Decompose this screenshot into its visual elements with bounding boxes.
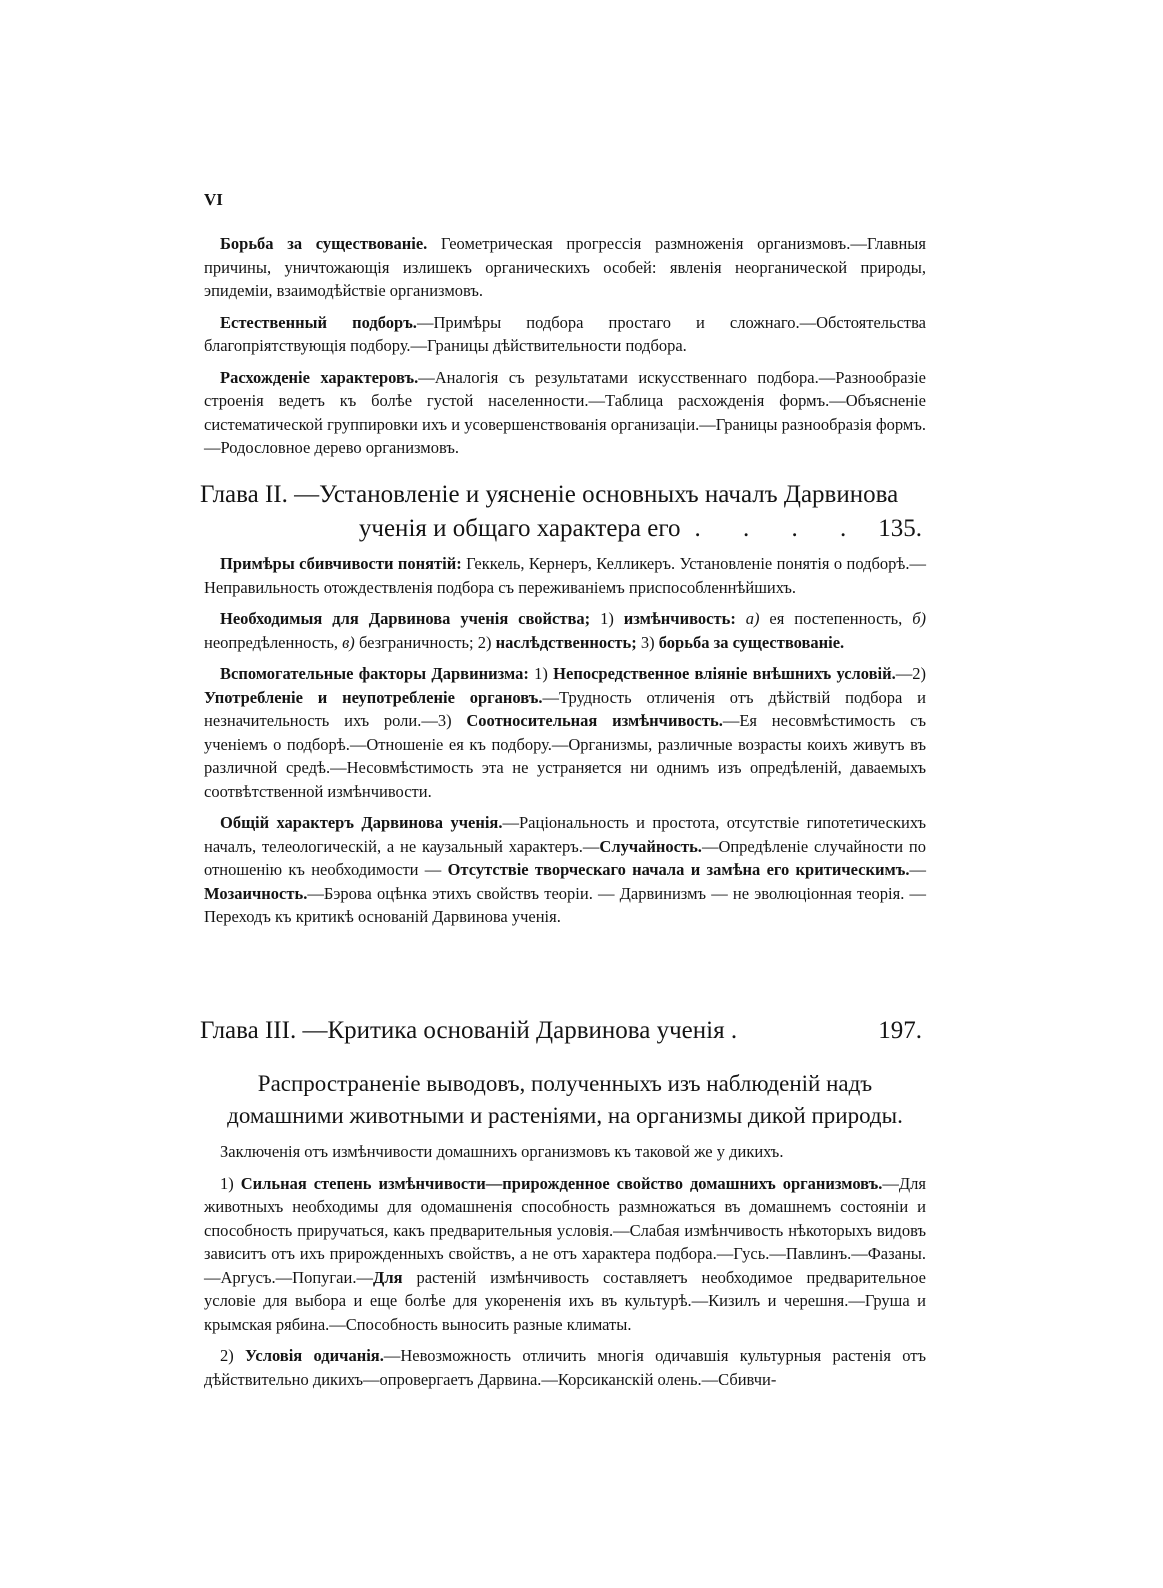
paragraph-head: Необходимыя для Дарвинова ученія свойства; [220,609,591,628]
text-run: 3) [636,632,659,652]
paragraph-text: —Примѣры подбора простаго и сложнаго.—Обстоятельства благопріятствующія подбору.—Границы дѣйствительности подбора. [204,312,926,355]
chapter2-summary [204,552,926,929]
text-run-bold: Случайность. [599,836,702,856]
text-run-bold: Употребленіе и неупотребленіе органовъ. [204,687,543,707]
paragraph-feralization [204,1344,926,1391]
chapter3-title-row [200,1014,922,1048]
chapter1-summary [204,232,926,460]
paragraph-head: Общій характеръ Дарвинова ученія. [220,813,503,832]
text-run-italic: б) [912,609,927,628]
text-run: растеній измѣнчивость составляетъ необходимое предварительное условіе для выбора и еще болѣе для укорененія ихъ въ культурѣ.—Кизилъ и черешня.—Груша и крымская рябина.—Способность выносить разные климаты. [204,1267,926,1334]
chapter3-title [200,1014,737,1048]
paragraph-variability [204,1172,926,1337]
chapter-label: Глава II. [200,481,288,508]
text-run: ея постепенность, [759,609,913,628]
text-run-bold: измѣнчивость: [623,609,736,628]
paragraph-text: Геккель, Кернеръ, Келликеръ. Установленіе понятія о подборѣ.—Неправильность отождествленія подбора съ переживаніемъ приспособленнѣйшихъ. [204,554,926,597]
paragraph-properties [204,607,926,654]
paragraph-divergence [204,366,926,460]
text-run: —Для животныхъ необходимы для одомашненія способность размножаться въ домашнемъ состояніи и способность приручаться, какъ предварительныя условія.—Слабая измѣнчивость нѣкоторыхъ видовъ зависитъ отъ ихъ прирожденныхъ свойствъ, а не отъ характера подбора.—Гусь.—Павлинъ.—Фазаны.—Аргусъ.—Попугаи.— [204,1173,927,1287]
paragraph-head: Расхожденіе характеровъ. [220,367,419,387]
item-number: 2) [220,1346,246,1365]
text-run: —Бэрова оцѣнка этихъ свойствъ теоріи. — Дарвинизмъ — не эволюціонная теорія. — Переходъ къ критикѣ основаній Дарвинова ученія. [204,883,926,926]
text-run: 1) [590,609,624,628]
text-run: 1) [528,664,554,683]
chapter2-title-line2 [200,512,922,546]
leader-dots: . . . . [694,515,865,542]
chapter-title: —Критика основаній Дарвинова ученія [302,1017,725,1044]
paragraph-head: Вспомогательные факторы Дарвинизма: [220,664,529,683]
text-run: —Трудность отличенія отъ дѣйствій подбора и незначительность ихъ роли.—3) [204,687,926,730]
text-run: —2) [895,664,926,683]
chapter-label: Глава III. [200,1017,297,1044]
text-run: —Невозможность отличить многія одичавшія культурныя растенія отъ дѣйствительно дикихъ—опровергаетъ Дарвина.—Корсиканскій олень.—Сбивчи- [204,1346,927,1389]
paragraph-head: Сильная степень измѣнчивости—прирожденное свойство домашнихъ организмовъ. [240,1173,883,1193]
chapter-title-cont: ученія и общаго характера его [358,515,681,542]
paragraph-text: —Аналогія съ результатами искусственнаго подбора.—Разнообразіе строенія ведетъ къ болѣе густой населенности.—Таблица расхожденія формъ.—Объясненіе систематической группировки ихъ и усовершенствованія организаціи.—Границы разнообразія формъ.—Родословное дерево организмовъ. [204,367,926,457]
text-run-italic: а) [735,609,760,628]
text-run: неопредѣленность, [204,632,343,652]
chapter3-subheading: Распространеніе выводовъ, полученныхъ изъ наблюденій надъ домашними животными и растеніями, на организмы дикой природы. [227,1071,903,1128]
text-run-bold: Соотносительная измѣнчивость. [466,711,723,730]
paragraph-text: Геометрическая прогрессія размноженія организмовъ.—Главныя причины, уничтожающія излишекъ органическихъ особей: явленія неорганической природы, эпидеміи, взаимодѣйствіе организмовъ. [204,234,926,300]
text-run-italic: в) [342,632,355,652]
leader-dot: . [730,1017,738,1044]
paragraph-head: Условія одичанія. [245,1346,384,1365]
chapter-title: —Установленіе и уясненіе основныхъ началъ Дарвинова [294,481,899,508]
paragraph-conclusions: Заключенія отъ измѣнчивости домашнихъ организмовъ къ таковой же у дикихъ. [220,1142,784,1161]
text-run: — [909,860,926,879]
paragraph-struggle [204,232,926,303]
text-run-bold: борьба за существованіе. [658,632,845,652]
text-run-bold: наслѣдственность; [495,632,637,652]
text-run: —Раціональность и простота, отсутствіе гипотетическихъ началъ, телеологическій, а не каузальный характеръ.— [204,813,926,856]
chapter-page-number: 135. [878,515,922,542]
chapter2-heading [200,478,922,546]
text-run-bold: Мозаичность. [204,883,308,903]
text-run: безграничность; 2) [354,632,496,652]
chapter2-title-line1 [200,478,922,512]
paragraph-general-character [204,811,926,929]
text-run-bold: Для [372,1267,403,1287]
paragraph-head: Борьба за существованіе. [220,234,428,253]
paragraph-head: Естественный подборъ. [220,312,417,332]
paragraph-head: Примѣры сбивчивости понятій: [220,554,462,573]
text-run-bold: Непосредственное вліяніе внѣшнихъ условій. [553,664,896,683]
page-number: VI [204,190,223,209]
text-run: —Опредѣленіе случайности по отношенію къ необходимости — [204,836,926,879]
chapter3-summary [204,1140,926,1391]
text-run: —Ея несовмѣстимость съ ученіемъ о подборѣ.—Отношеніе ея къ подбору.—Организмы, различные возрасты коихъ живутъ въ различной средѣ.—Несовмѣстимость эта не устраняется ни однимъ изъ опредѣленій, даваемыхъ соотвѣтственной измѣнчивости. [204,711,926,801]
text-run-bold: Отсутствіе творческаго начала и замѣна его критическимъ. [447,860,910,879]
chapter3-heading [200,1014,922,1048]
paragraph-auxiliary-factors [204,662,926,803]
paragraph-natural-selection [204,311,926,358]
paragraph-confusion [204,552,926,599]
item-number: 1) [220,1173,241,1193]
chapter-page-number: 197. [878,1017,922,1044]
